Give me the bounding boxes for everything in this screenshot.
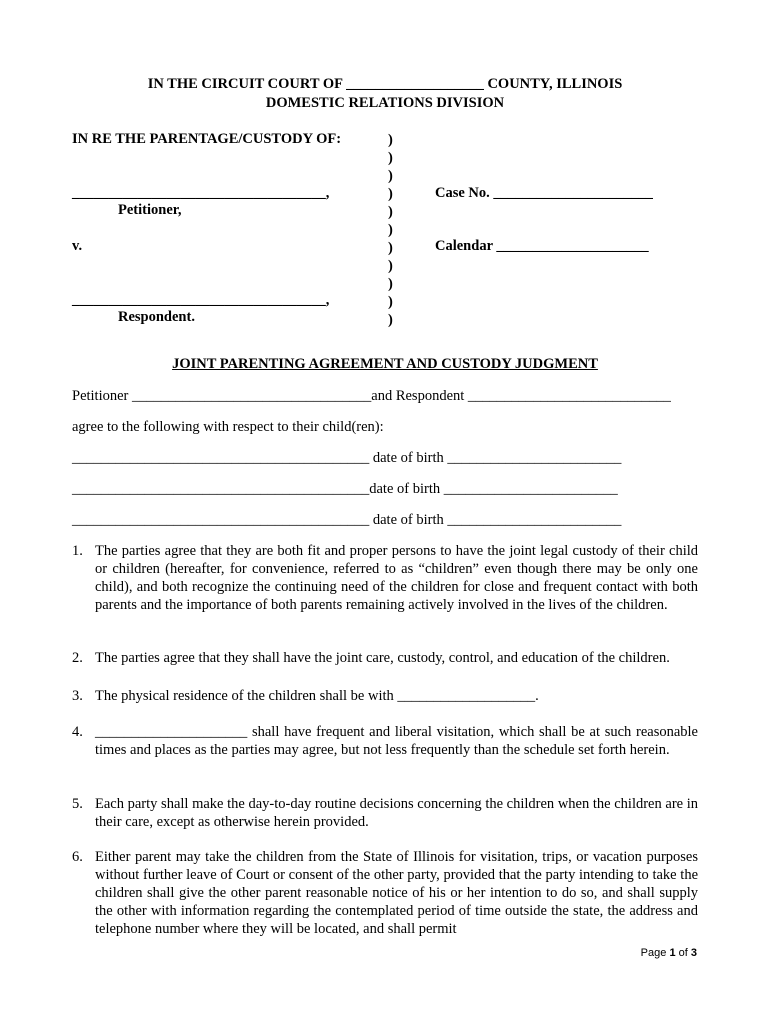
- court-header-line1: IN THE CIRCUIT COURT OF ___________________ COUNTY, ILLINOIS: [147, 76, 623, 92]
- court-header-line2: DOMESTIC RELATIONS DIVISION: [265, 95, 505, 111]
- caption-paren: ): [388, 204, 393, 220]
- caption-paren: ): [388, 186, 393, 202]
- item-text: Either parent may take the children from the State of Illinois for visitation, trips, or vacation purposes without further leave of Court or consent of the other party, provided that the party intending to take the children shall give the other parent reasonable notice of his or her intention to do so, and shall supply the other with information regarding the contemplated period of time outside the state, the address and telephone number where they will be located, and shall permit: [95, 849, 698, 937]
- petitioner-name-line: ___________________________________,: [72, 185, 330, 201]
- item-number: 5.: [72, 796, 83, 812]
- item-text: The physical residence of the children shall be with ___________________.: [95, 688, 539, 704]
- item-number: 3.: [72, 688, 83, 704]
- calendar-field: Calendar _____________________: [435, 238, 649, 254]
- child-birth-line: _________________________________________date of birth ________________________: [72, 481, 618, 497]
- caption-paren: ): [388, 258, 393, 274]
- agreement-item-2: [72, 649, 698, 667]
- agreement-item-5: [72, 795, 698, 831]
- page-footer: [641, 947, 697, 959]
- item-text: The parties agree that they shall have the joint care, custody, control, and education of the children.: [95, 650, 670, 666]
- child-birth-line: _________________________________________ date of birth ________________________: [72, 450, 622, 466]
- caption-paren: ): [388, 150, 393, 166]
- caption-paren: ): [388, 294, 393, 310]
- respondent-name-line: ___________________________________,: [72, 292, 330, 308]
- caption-parentheses: [388, 131, 400, 329]
- caption-paren: ): [388, 240, 393, 256]
- item-text: _____________________ shall have frequent and liberal visitation, which shall be at such reasonable times and places as the parties may agree, but not less frequently than the schedule set forth herein.: [95, 724, 698, 758]
- agreement-item-4: [72, 723, 698, 759]
- caption-paren: ): [388, 168, 393, 184]
- versus-label: v.: [72, 238, 83, 254]
- item-text: The parties agree that they are both fit and proper persons to have the joint legal custody of their child or children (hereafter, for convenience, referred to as “children” even though there may be only one child), and both recognize the continuing need of the children for close and frequent contact with both parents and the importance of both parents remaining actively involved in the lives of the children.: [95, 543, 698, 613]
- agreement-item-6: [72, 848, 698, 938]
- agreement-item-3: [72, 687, 698, 705]
- caption-paren: ): [388, 312, 393, 328]
- item-number: 1.: [72, 543, 83, 559]
- item-number: 6.: [72, 849, 83, 865]
- page-total: 3: [690, 947, 697, 959]
- document-title: JOINT PARENTING AGREEMENT AND CUSTODY JUDGMENT: [172, 356, 598, 372]
- page-word: Page: [640, 947, 667, 959]
- respondent-label: Respondent.: [118, 309, 195, 325]
- agreement-item-1: [72, 542, 698, 614]
- agree-line: agree to the following with respect to their child(ren):: [72, 419, 384, 435]
- case-number-field: Case No. ______________________: [435, 185, 653, 201]
- item-text: Each party shall make the day-to-day routine decisions concerning the children when the children are in their care, except as otherwise herein provided.: [95, 796, 698, 830]
- petitioner-label: Petitioner,: [118, 202, 182, 218]
- page-number: 1: [669, 947, 676, 959]
- caption-paren: ): [388, 132, 393, 148]
- in-re-label: IN RE THE PARENTAGE/CUSTODY OF:: [72, 131, 342, 147]
- caption-paren: ): [388, 222, 393, 238]
- item-number: 4.: [72, 724, 83, 740]
- parties-line: Petitioner _________________________________and Respondent ____________________________: [72, 388, 671, 404]
- child-birth-line: _________________________________________ date of birth ________________________: [72, 512, 622, 528]
- of-word: of: [678, 947, 688, 959]
- item-number: 2.: [72, 650, 83, 666]
- caption-paren: ): [388, 276, 393, 292]
